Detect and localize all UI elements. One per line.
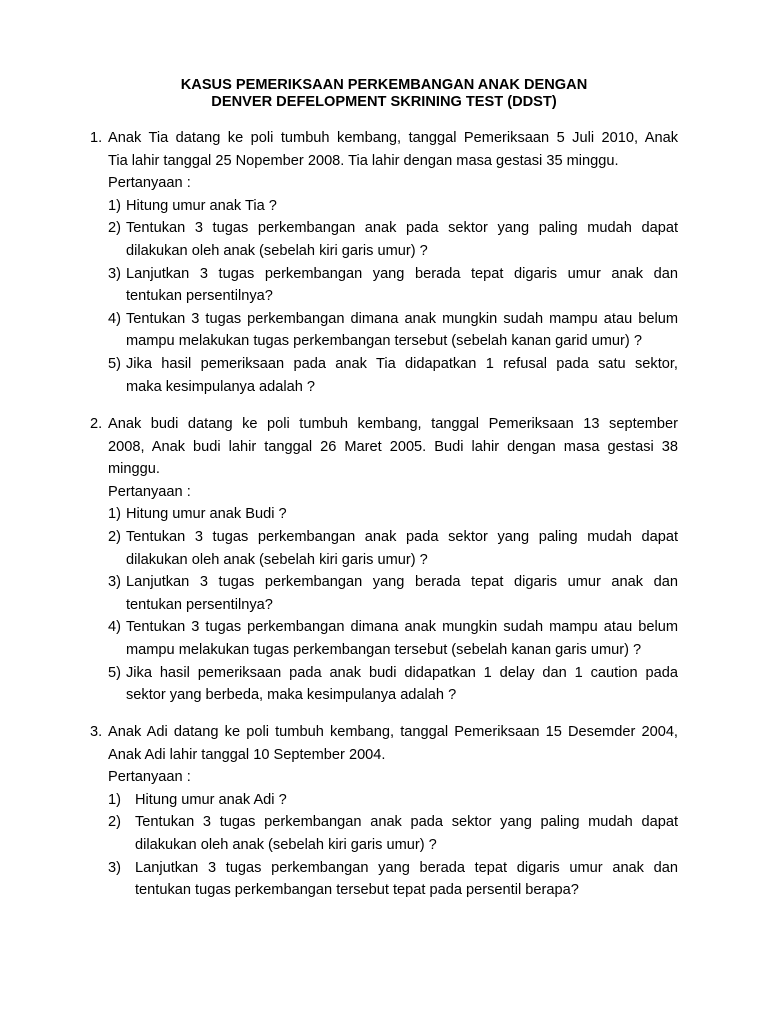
question-line: maka kesimpulanya adalah ? <box>126 378 316 395</box>
question-number: 3) <box>108 574 121 591</box>
case-number: 3. <box>90 724 103 740</box>
case-intro-line: minggu. <box>108 461 160 478</box>
question-number: 5) <box>108 356 121 372</box>
title-line-1: KASUS PEMERIKSAAN PERKEMBANGAN ANAK DENGAN <box>180 77 588 93</box>
question-number: 1) <box>108 197 121 214</box>
case-intro-line: Anak Adi lahir tanggal 10 September 2004. <box>108 746 386 763</box>
question-line: Hitung umur anak Budi ? <box>126 506 287 523</box>
question-number: 3) <box>108 859 121 876</box>
question-line: dilakukan oleh anak (sebelah kiri garis umur) ? <box>135 837 437 853</box>
question-header: Pertanyaan : <box>108 175 191 192</box>
question-number: 3) <box>108 265 121 282</box>
case-number: 1. <box>90 130 103 146</box>
question-line: Hitung umur anak Tia ? <box>126 197 277 214</box>
question-line: sektor yang berbeda, maka kesimpulanya adalah ? <box>126 687 457 704</box>
question-line: Lanjutkan 3 tugas perkembangan yang berada tepat digaris umur anak dan <box>126 265 678 282</box>
question-line: dilakukan oleh anak (sebelah kiri garis umur) ? <box>126 551 428 568</box>
question-line: Lanjutkan 3 tugas perkembangan yang berada tepat digaris umur anak dan <box>126 574 678 591</box>
question-line: tentukan persentilnya? <box>126 596 273 613</box>
question-number: 5) <box>108 664 121 681</box>
question-number: 4) <box>108 619 121 636</box>
document-title <box>0 77 768 111</box>
question-number: 1) <box>108 791 121 808</box>
question-line: tentukan tugas perkembangan tersebut tepat pada persentil berapa? <box>135 882 579 899</box>
question-number: 2) <box>108 529 121 545</box>
question-line: mampu melakukan tugas perkembangan tersebut (sebelah kanan garis umur) ? <box>126 642 642 658</box>
question-header: Pertanyaan : <box>108 769 191 786</box>
question-line: mampu melakukan tugas perkembangan tersebut (sebelah kanan garid umur) ? <box>126 333 642 350</box>
question-number: 2) <box>108 220 121 237</box>
title-line-2: DENVER DEFELOPMENT SKRINING TEST (DDST) <box>211 94 557 110</box>
question-line: Tentukan 3 tugas perkembangan anak pada sektor yang paling mudah dapat <box>126 529 678 545</box>
question-line: Jika hasil pemeriksaan pada anak Tia didapatkan 1 refusal pada satu sektor, <box>126 356 678 372</box>
question-line: Tentukan 3 tugas perkembangan anak pada sektor yang paling mudah dapat <box>126 220 678 237</box>
case-intro-line: 2008, Anak budi lahir tanggal 26 Maret 2005. Budi lahir dengan masa gestasi 38 <box>108 438 678 455</box>
question-line: Tentukan 3 tugas perkembangan dimana anak mungkin sudah mampu atau belum <box>126 619 678 636</box>
question-line: dilakukan oleh anak (sebelah kiri garis umur) ? <box>126 243 428 259</box>
case-intro-line: Anak Adi datang ke poli tumbuh kembang, tanggal Pemeriksaan 15 Desemder 2004, <box>108 724 678 740</box>
case-number: 2. <box>90 416 103 432</box>
question-line: Hitung umur anak Adi ? <box>135 791 287 808</box>
case-intro-line: Tia lahir tanggal 25 Nopember 2008. Tia lahir dengan masa gestasi 35 minggu. <box>108 152 619 169</box>
case-intro-line: Anak Tia datang ke poli tumbuh kembang, tanggal Pemeriksaan 5 Juli 2010, Anak <box>108 130 678 146</box>
question-line: Tentukan 3 tugas perkembangan anak pada sektor yang paling mudah dapat <box>135 814 678 831</box>
question-number: 4) <box>108 310 121 327</box>
question-line: tentukan persentilnya? <box>126 288 273 305</box>
question-header: Pertanyaan : <box>108 483 191 500</box>
question-number: 1) <box>108 506 121 523</box>
question-number: 2) <box>108 814 121 831</box>
question-line: Jika hasil pemeriksaan pada anak budi didapatkan 1 delay dan 1 caution pada <box>126 664 678 681</box>
question-line: Lanjutkan 3 tugas perkembangan yang berada tepat digaris umur anak dan <box>135 859 678 876</box>
case-intro-line: Anak budi datang ke poli tumbuh kembang, tanggal Pemeriksaan 13 september <box>108 416 678 432</box>
question-line: Tentukan 3 tugas perkembangan dimana anak mungkin sudah mampu atau belum <box>126 310 678 327</box>
